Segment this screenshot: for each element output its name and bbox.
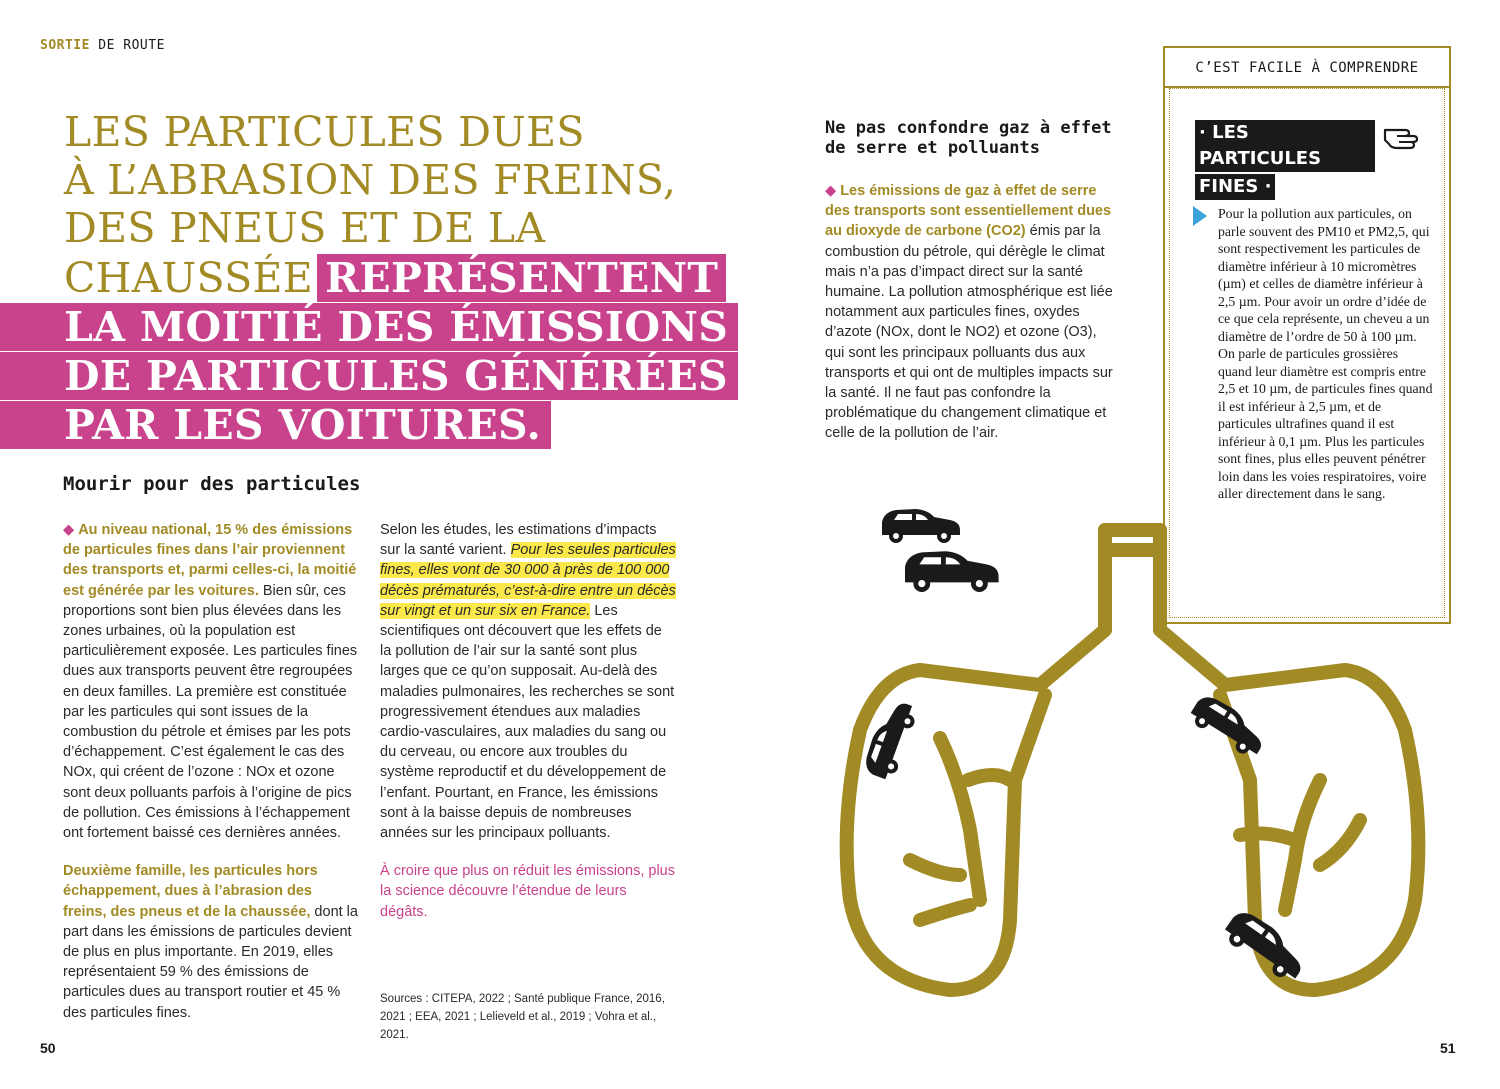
col1-p1-rest: Bien sûr, ces proportions sont bien plus élevées dans les zones urbaines, où la population est particulièrement exposée. Les particules fines dues aux transports peuvent être regroupées en deux familles. La première est constituée par les particules qui sont issues de la combustion du pétrole et émises par les pots d’échappement. C’est également le cas des NOx, qui créent de l’ozone : NOx et ozone sont deux polluants parfois à l’origine de pics de pollution. Ces émissions à l’échappement ont fortement baissé ces dernières années. <box>63 582 358 842</box>
running-head-rest: DE ROUTE <box>89 38 165 53</box>
explainer-tag <box>1195 120 1375 202</box>
pointing-hand-icon <box>1383 120 1423 150</box>
greenhouse-title: Ne pas confondre gaz à effet de serre et polluants <box>825 118 1112 158</box>
explainer-text: Pour la pollution aux particules, on parle souvent des PM10 et PM2,5, qui sont respectivement les particules de diamètre inférieur à 10 micromètres (µm) et celles de diamètre inférieur à 2,5 µm. Pour avoir un ordre d’idée de ce que cela représente, un cheveu a un diamètre de l’ordre de 50 à 100 µm. On parle de particules grossières quand leur diamètre est compris entre 2,5 et 10 µm, de particules fines quand il est inférieur à 2,5 µm, et de particules ultrafines quand il est inférieur à 0,1 µm. Plus les particules sont fines, plus elles peuvent pénétrer loin dans les voies respiratoires, voire aller directement dans le sang. <box>1218 206 1433 501</box>
headline <box>0 108 729 449</box>
greenhouse-lead: Les émissions de gaz à effet de serre des transports sont essentiellement dues au dioxyde de carbone (CO2) <box>825 183 1112 240</box>
diamond-icon: ◆ <box>63 522 79 538</box>
headline-line-7-wrap <box>0 400 700 449</box>
page-number-left: 50 <box>40 1040 56 1056</box>
col2-paragraph-1 <box>380 520 676 843</box>
headline-line-6: DE PARTICULES GÉNÉRÉES <box>0 352 738 400</box>
col1-paragraph-1 <box>63 520 358 843</box>
greenhouse-rest: émis par la combustion du pétrole, qui dérègle le climat mais n’a pas d’impact direct sur la santé humaine. La pollution atmosphérique est liée notamment aux particules fines, oxydes d’azote (NOx, dont le NO2) et ozone (O3), qui sont les principaux polluants dus aux transports et qui ont de multiples impacts sur la santé. Il ne faut pas confondre la problématique du changement climatique et celle de la pollution de l’air. <box>825 223 1113 442</box>
col1-p2-lead: Deuxième famille, les particules hors échappement, dues à l’abrasion des freins, des pneus et de la chaussée, <box>63 863 318 920</box>
explainer-tag-line-1: · LES PARTICULES <box>1195 120 1375 172</box>
page-number-right: 51 <box>1440 1040 1456 1056</box>
body-column-2 <box>380 520 676 940</box>
running-head <box>40 38 165 53</box>
body-column-1 <box>63 520 358 1041</box>
headline-line-4-gold: CHAUSSÉE <box>64 254 314 302</box>
headline-line-5-wrap <box>0 302 729 351</box>
col2-pull-quote: À croire que plus on réduit les émissions, plus la science découvre l’étendue de leurs dégâts. <box>380 863 675 920</box>
section-title: Mourir pour des particules <box>63 473 361 495</box>
greenhouse-body <box>825 181 1119 444</box>
col1-p2-rest: dont la part dans les émissions de particules devient de plus en plus importante. En 2019, elles représentaient 59 % des émissions de particules dues au transport routier et 45 % des particules fines. <box>63 903 358 1021</box>
col2-p1-rest: Les scientifiques ont découvert que les effets de la pollution de l’air sur la santé sont plus larges que ce qu’on supposait. Au-delà des maladies pulmonaires, les recherches se sont progressivement étendues aux maladies cardio-vasculaires, aux maladies du sang ou du cerveau, ou encore aux troubles du système reproductif et du développement de l’enfant. Pourtant, en France, les émissions sont à la baisse depuis de nombreuses années sur les principaux polluants. <box>380 602 675 842</box>
play-arrow-icon <box>1193 206 1207 226</box>
headline-highlight-represent: REPRÉSENTENT <box>317 254 726 302</box>
col2-p1-start: Selon les études, les estimations d’impacts sur la santé varient. <box>380 522 657 559</box>
col2-highlight: Pour les seules particules fines, elles vont de 30 000 à près de 100 000 décès prématurés, c’est-à-dire entre un décès sur vingt et un sur six en France. <box>380 542 676 619</box>
headline-line-6-wrap <box>0 351 728 400</box>
headline-line-1: LES PARTICULES DUES <box>64 108 585 156</box>
headline-line-3: DES PNEUS ET DE LA <box>64 204 546 252</box>
diamond-icon: ◆ <box>825 183 841 199</box>
headline-line-2: À L’ABRASION DES FREINS, <box>64 156 677 204</box>
col1-p1-lead: Au niveau national, 15 % des émissions de particules fines dans l’air proviennent des transports et, parmi celles-ci, la moitié est générée par les voitures. <box>63 522 357 599</box>
headline-line-4 <box>0 252 719 302</box>
explainer-tag-line-2: FINES · <box>1195 174 1275 200</box>
lungs-illustration <box>800 480 1450 1040</box>
headline-line-5: LA MOITIÉ DES ÉMISSIONS <box>0 303 738 351</box>
explainer-header: C’EST FACILE À COMPRENDRE <box>1165 48 1449 88</box>
sources: Sources : CITEPA, 2022 ; Santé publique France, 2016, 2021 ; EEA, 2021 ; Lelieveld et al., 2019 ; Vohra et al., 2021. <box>380 993 665 1041</box>
headline-line-7: PAR LES VOITURES. <box>0 401 551 449</box>
running-head-accent: SORTIE <box>40 38 90 53</box>
col1-paragraph-2 <box>63 861 358 1023</box>
